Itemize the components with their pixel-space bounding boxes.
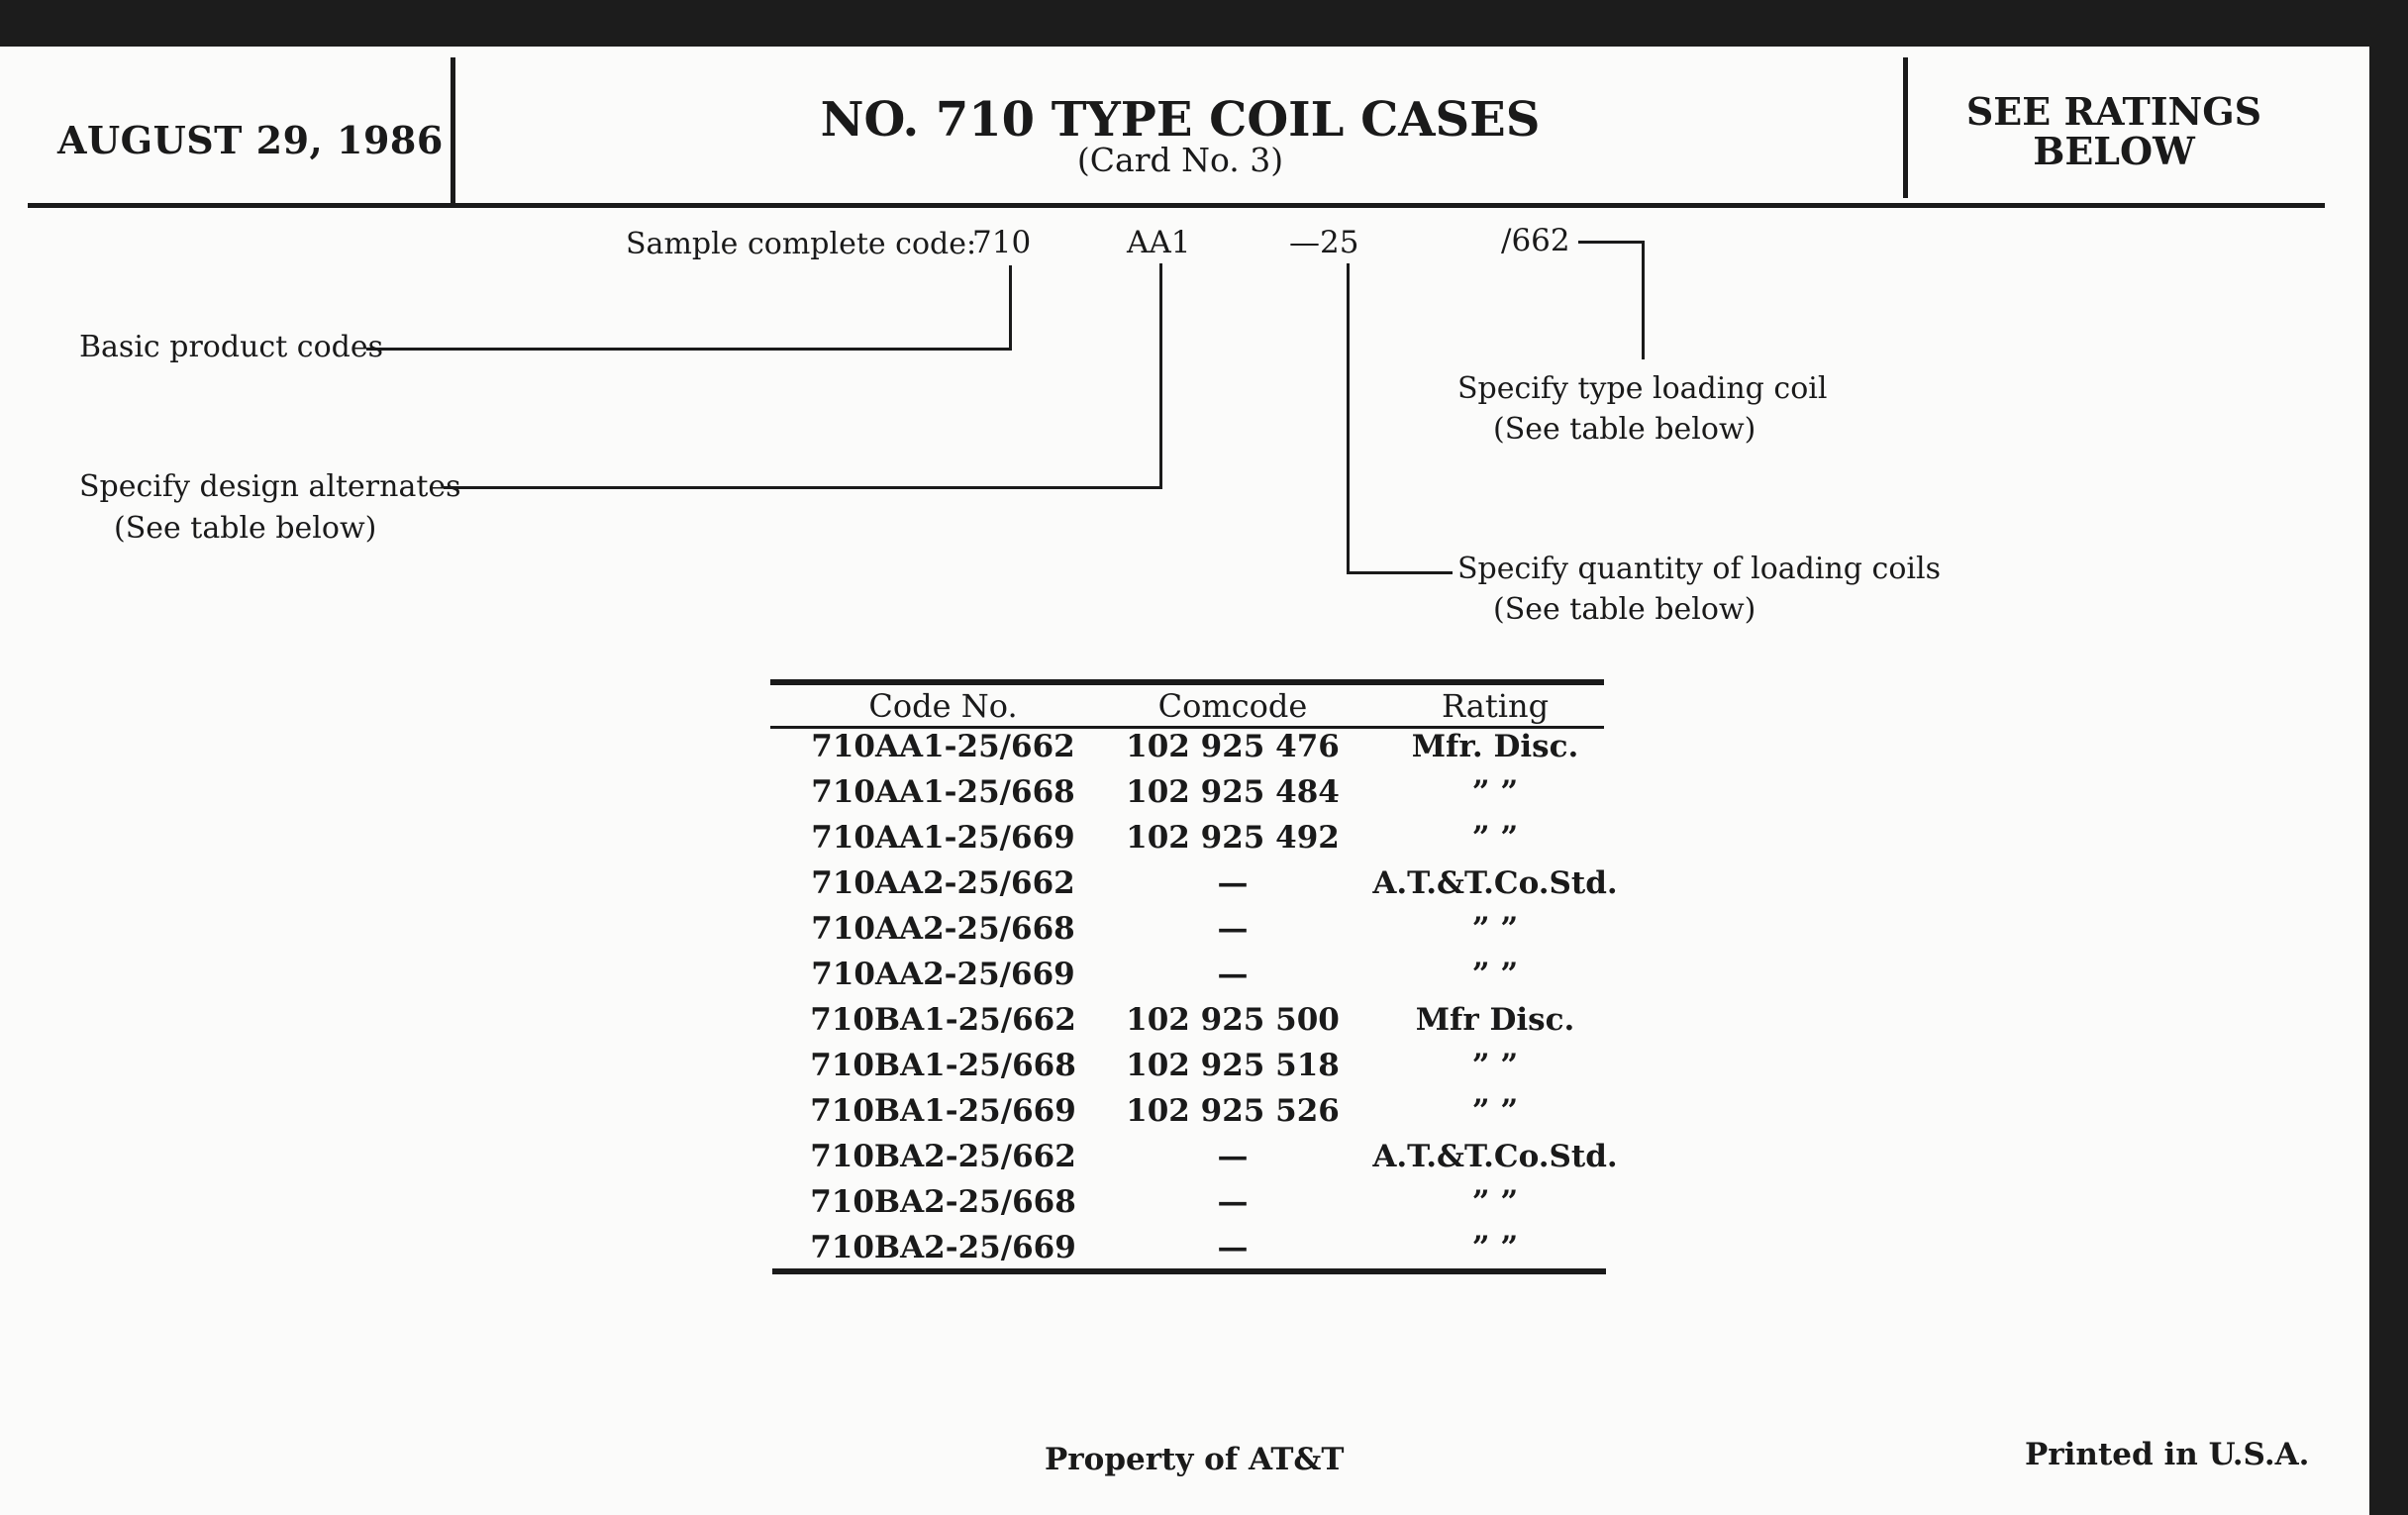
cell-rating: ” ” bbox=[1471, 1093, 1519, 1129]
property-notice: Property of AT&T bbox=[1045, 1442, 1345, 1477]
table-row bbox=[772, 909, 1606, 955]
leader-coil-type-horizontal bbox=[1578, 241, 1645, 244]
cell-code: 710BA1-25/662 bbox=[810, 1002, 1076, 1038]
ratings-note-line2: BELOW bbox=[2033, 129, 2195, 173]
column-header-code: Code No. bbox=[868, 687, 1018, 725]
column-header-rating: Rating bbox=[1441, 687, 1550, 725]
cell-comcode: 102 925 500 bbox=[1126, 1002, 1340, 1038]
leader-basic-vertical bbox=[1009, 265, 1012, 350]
cell-comcode: — bbox=[1217, 957, 1249, 992]
table-row bbox=[772, 863, 1618, 909]
leader-quantity-vertical bbox=[1347, 263, 1350, 573]
cell-comcode: — bbox=[1217, 1230, 1249, 1265]
cell-comcode: 102 925 492 bbox=[1126, 820, 1340, 856]
cell-code: 710BA2-25/668 bbox=[810, 1184, 1076, 1220]
cell-code: 710BA1-25/669 bbox=[810, 1093, 1076, 1129]
cell-rating: ” ” bbox=[1471, 957, 1519, 992]
cell-rating: Mfr. Disc. bbox=[1411, 729, 1579, 764]
cell-comcode: — bbox=[1217, 1139, 1249, 1174]
leader-basic-horizontal bbox=[366, 348, 1012, 351]
cell-code: 710AA1-25/669 bbox=[811, 820, 1075, 856]
code-table bbox=[772, 681, 1618, 1273]
label-design-alternates-note: (See table below) bbox=[114, 511, 377, 546]
cell-rating: ” ” bbox=[1471, 911, 1519, 947]
cell-code: 710BA2-25/669 bbox=[810, 1230, 1076, 1265]
label-design-alternates: Specify design alternates bbox=[79, 469, 461, 504]
cell-comcode: 102 925 518 bbox=[1126, 1048, 1340, 1083]
code-part-coil-type: /662 bbox=[1501, 223, 1570, 258]
table-row bbox=[772, 727, 1606, 772]
leader-quantity-horizontal bbox=[1347, 571, 1453, 574]
label-loading-coil-qty: Specify quantity of loading coils bbox=[1457, 552, 1941, 586]
cell-comcode: — bbox=[1217, 865, 1249, 901]
label-basic-product-codes: Basic product codes bbox=[79, 330, 384, 364]
cell-rating: ” ” bbox=[1471, 1184, 1519, 1220]
cell-code: 710AA2-25/662 bbox=[811, 865, 1075, 901]
table-header-row bbox=[772, 681, 1606, 727]
cell-comcode: — bbox=[1217, 1184, 1249, 1220]
cell-code: 710AA2-25/668 bbox=[811, 911, 1075, 947]
ratings-note bbox=[1911, 89, 2317, 173]
leader-coil-type-vertical bbox=[1642, 241, 1645, 359]
card-title: NO. 710 TYPE COIL CASES bbox=[820, 92, 1541, 148]
card-date: AUGUST 29, 1986 bbox=[57, 118, 444, 162]
ratings-note-line1: SEE RATINGS bbox=[1965, 89, 2262, 134]
cell-rating: ” ” bbox=[1471, 774, 1519, 810]
cell-comcode: 102 925 484 bbox=[1126, 774, 1340, 810]
cell-code: 710AA2-25/669 bbox=[811, 957, 1075, 992]
cell-code: 710BA2-25/662 bbox=[810, 1139, 1076, 1174]
cell-rating: A.T.&T.Co.Std. bbox=[1372, 865, 1618, 901]
label-loading-coil-qty-note: (See table below) bbox=[1493, 592, 1756, 627]
table-row bbox=[772, 1000, 1606, 1046]
cell-comcode: 102 925 476 bbox=[1126, 729, 1340, 764]
table-row bbox=[772, 1091, 1606, 1137]
leader-design-horizontal bbox=[444, 486, 1162, 489]
table-row bbox=[772, 1046, 1606, 1091]
label-loading-coil-type: Specify type loading coil bbox=[1457, 371, 1828, 406]
cell-code: 710AA1-25/662 bbox=[811, 729, 1075, 764]
cell-rating: ” ” bbox=[1471, 1230, 1519, 1265]
cell-code: 710AA1-25/668 bbox=[811, 774, 1075, 810]
table-row bbox=[772, 818, 1606, 863]
cell-rating: ” ” bbox=[1471, 820, 1519, 856]
cell-rating: ” ” bbox=[1471, 1048, 1519, 1083]
table-row bbox=[772, 1228, 1606, 1273]
table-row bbox=[772, 1182, 1606, 1228]
header-bottom-rule bbox=[28, 203, 2325, 208]
cell-comcode: — bbox=[1217, 911, 1249, 947]
table-row bbox=[772, 772, 1606, 818]
cell-rating: A.T.&T.Co.Std. bbox=[1372, 1139, 1618, 1174]
code-part-basic: 710 bbox=[972, 225, 1032, 260]
cell-rating: Mfr Disc. bbox=[1415, 1002, 1575, 1038]
label-loading-coil-type-note: (See table below) bbox=[1493, 412, 1756, 447]
table-body bbox=[772, 727, 1618, 1273]
table-row bbox=[772, 1137, 1618, 1182]
sample-code-label: Sample complete code: bbox=[626, 227, 977, 261]
printed-notice: Printed in U.S.A. bbox=[2025, 1437, 2310, 1472]
column-header-comcode: Comcode bbox=[1157, 687, 1308, 725]
code-part-quantity: —25 bbox=[1289, 225, 1359, 260]
leader-design-vertical bbox=[1159, 263, 1162, 488]
cell-code: 710BA1-25/668 bbox=[810, 1048, 1076, 1083]
card-subtitle: (Card No. 3) bbox=[1076, 141, 1284, 179]
cell-comcode: 102 925 526 bbox=[1126, 1093, 1340, 1129]
code-part-design: AA1 bbox=[1127, 225, 1191, 260]
table-row bbox=[772, 955, 1606, 1000]
